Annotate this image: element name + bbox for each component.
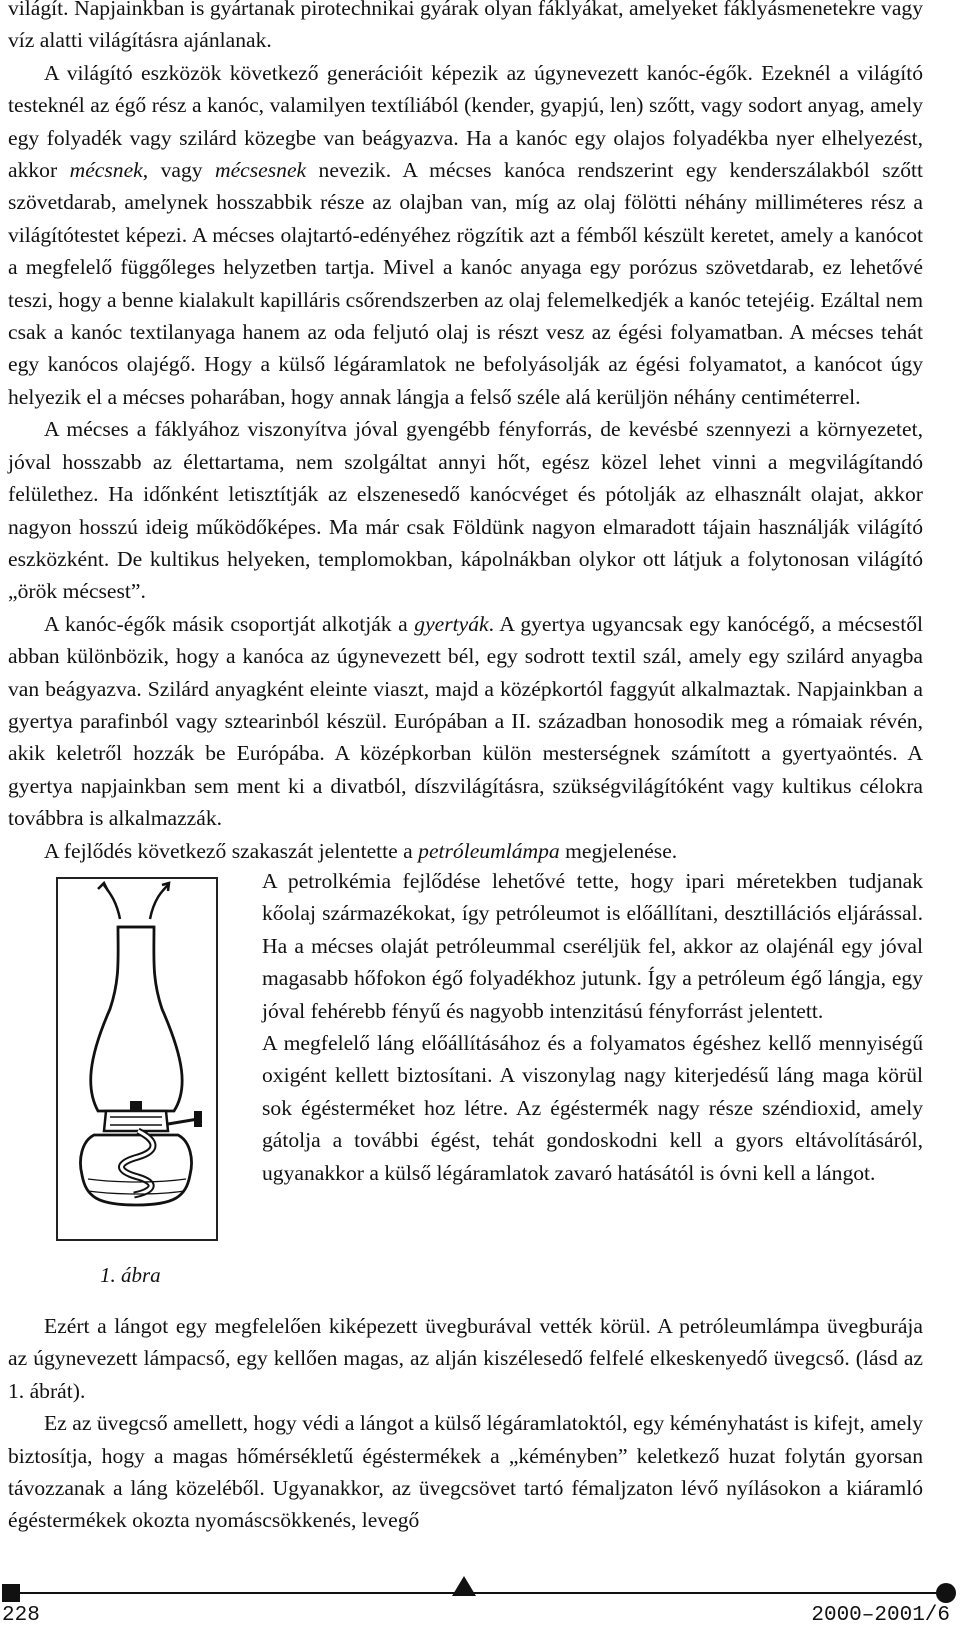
paragraph xyxy=(8,57,923,413)
text-run: nevezik. A mécses kanóca rendszerint egy kenderszálakból szőtt szövetdarab, amelynek hosszabbik része az olajban van, míg az olaj fölötti néhány milliméteres rész a világítótestet képezi. A mécses olajtartó-edényéhez rögzítik azt a fémből készült keretet, amely a kanócot a megfelelő függőleges helyzetben tartja. Mivel a kanóc anyaga egy porózus szövetdarab, ez lehetővé teszi, hogy a benne kialakult kapilláris csőrendszerben az olaj felemelkedjék a kanóc tetejéig. Ezáltal nem csak a kanóc textilanyaga hanem az oda feljutó olaj is részt vesz az égési folyamatban. A mécses tehát egy kanócos olajégő. Hogy a külső légáramlatok ne befolyásolják az égési folyamatot, a kanócot úgy helyezik el a mécses poharában, hogy annak lángja a felső széle alá kerüljön néhány centiméterrel. xyxy=(8,158,924,409)
paragraph: A petrolkémia fejlődése lehetővé tette, hogy ipari méretekben tudjanak kőolaj származékokat, így petróleumot is előállítani, desztillációs eljárással. Ha a mécses olaját petróleummal cseréljük fel, akkor az olajénál egy jóval magasabb hőfokon égő folyadékhoz jutunk. Így a petróleum égő lángja, egy jóval fehérebb fényű és nagyobb intenzitású fényforrást jelentett. xyxy=(262,869,923,1023)
paragraph: Ezért a lángot egy megfelelően kiképezett üvegburával vették körül. A petróleumlámpa üvegburája az úgynevezett lámpacső, egy kellően magas, az alján kiszélesedő felfelé elkeskenyedő üvegcső. (lásd az 1. ábrát). xyxy=(8,1314,923,1403)
text-block-beside-figure xyxy=(262,865,923,1189)
text-run: , vagy xyxy=(142,158,215,183)
paragraph: A megfelelő láng előállításához és a folyamatos égéshez kellő mennyiségű oxigént kellett biztosítani. A viszonylag nagy kiterjedésű láng maga körül sok égésterméket hoz létre. Az égéstermék nagy része széndioxid, amely gátolja a további égést, tehát gondoskodni kell a gyors eltávolításáról, ugyanakkor a külső légáramlatok zavaró hatásától is óvni kell a lángot. xyxy=(262,1031,923,1185)
paragraph: Ez az üvegcső amellett, hogy védi a lángot a külső légáramlatoktól, egy kéményhatást is kifejt, amely biztosítja, hogy a magas hőmérsékletű égéstermékek a „kéményben” keletkező huzat folytán gyorsan távozzanak a láng közeléből. Ugyanakkor, az üvegcsövet tartó fémaljzaton lévő nyílásokon a kiáramló égéstermékek okozta nyomáscsökkenés, levegő xyxy=(8,1411,923,1533)
paragraph: világít. Napjainkban is gyártanak pirotechnikai gyárak olyan fáklyákat, amelyeket fáklyásmenetekre vagy víz alatti világításra ajánlanak. xyxy=(8,0,923,53)
figure-section xyxy=(8,865,923,1309)
paragraph xyxy=(8,835,923,867)
paragraph xyxy=(8,608,923,835)
footer-triangle-marker xyxy=(452,1576,476,1596)
emphasized-term: petróleumlámpa xyxy=(418,838,560,863)
petroleum-lamp-icon xyxy=(58,879,216,1239)
text-run: A kanóc-égők másik csoportját alkotják a xyxy=(44,611,415,636)
figure-caption: 1. ábra xyxy=(100,1263,161,1287)
emphasized-term: mécsnek xyxy=(69,158,143,183)
text-block-top xyxy=(8,0,923,867)
paragraph: A mécses a fáklyához viszonyítva jóval gyengébb fényforrás, de kevésbé szennyezi a környezetet, jóval hosszabb az élettartama, nem szolgáltat annyi hőt, egész közel lehet vinni a megvilágítandó felülethez. Ha időnként letisztítják az elszenesedő kanócvéget és pótolják az elhasznált olajat, akkor nagyon hosszú ideig működőképes. Ma már csak Földünk nagyon elmaradott tájain használják világító eszközként. De kultikus helyeken, templomokban, kápolnákban olykor ott látjuk a folytonosan világító „örök mécsest”. xyxy=(8,417,923,604)
issue-number: 2000–2001/6 xyxy=(811,1604,950,1627)
emphasized-term: mécsesnek xyxy=(215,158,307,183)
text-run: A világító eszközök következő generációit képezik az úgynevezett kanóc-égők. Ezeknél a világító testeknél az égő rész a kanóc, valamilyen textíliából (kender, gyapjú, len) szőtt, vagy sodort anyag, amely egy folyadék vagy szilárd közegbe van beágyazva. Ha a kanóc egy olajos folyadékba nyer elhelyezést, akkor xyxy=(8,60,923,183)
text-block-bottom xyxy=(8,1310,923,1537)
text-run: megjelenése. xyxy=(559,838,678,863)
figure-frame xyxy=(56,877,218,1241)
page-footer xyxy=(0,1570,960,1630)
text-run: . A gyertya ugyancsak egy kanócégő, a mécsestől abban különbözik, hogy a kanóca az úgynevezett bél, egy sodrott textil szál, amely egy szilárd anyagba van beágyazva. Szilárd anyagként eleinte viaszt, majd a középkortól faggyút alkalmaztak. Napjainkban a gyertya parafinból vagy sztearinból készül. Európában a II. században honosodik meg a rómaiak révén, akik keletről hozzák be Európába. A középkorban külön mesterségnek számított a gyertyaöntés. A gyertya napjainkban sem ment ki a divatból, díszvilágításra, szükségvilágítóként vagy kultikus célokra továbbra is alkalmazzák. xyxy=(8,611,923,831)
footer-rule xyxy=(8,1592,952,1594)
text-run: A fejlődés következő szakaszát jelentette a xyxy=(44,838,419,863)
emphasized-term: gyertyák xyxy=(414,611,489,636)
page-number: 228 xyxy=(2,1604,40,1627)
figure xyxy=(30,877,240,1297)
footer-square-marker xyxy=(2,1584,20,1602)
footer-circle-marker xyxy=(936,1583,956,1603)
